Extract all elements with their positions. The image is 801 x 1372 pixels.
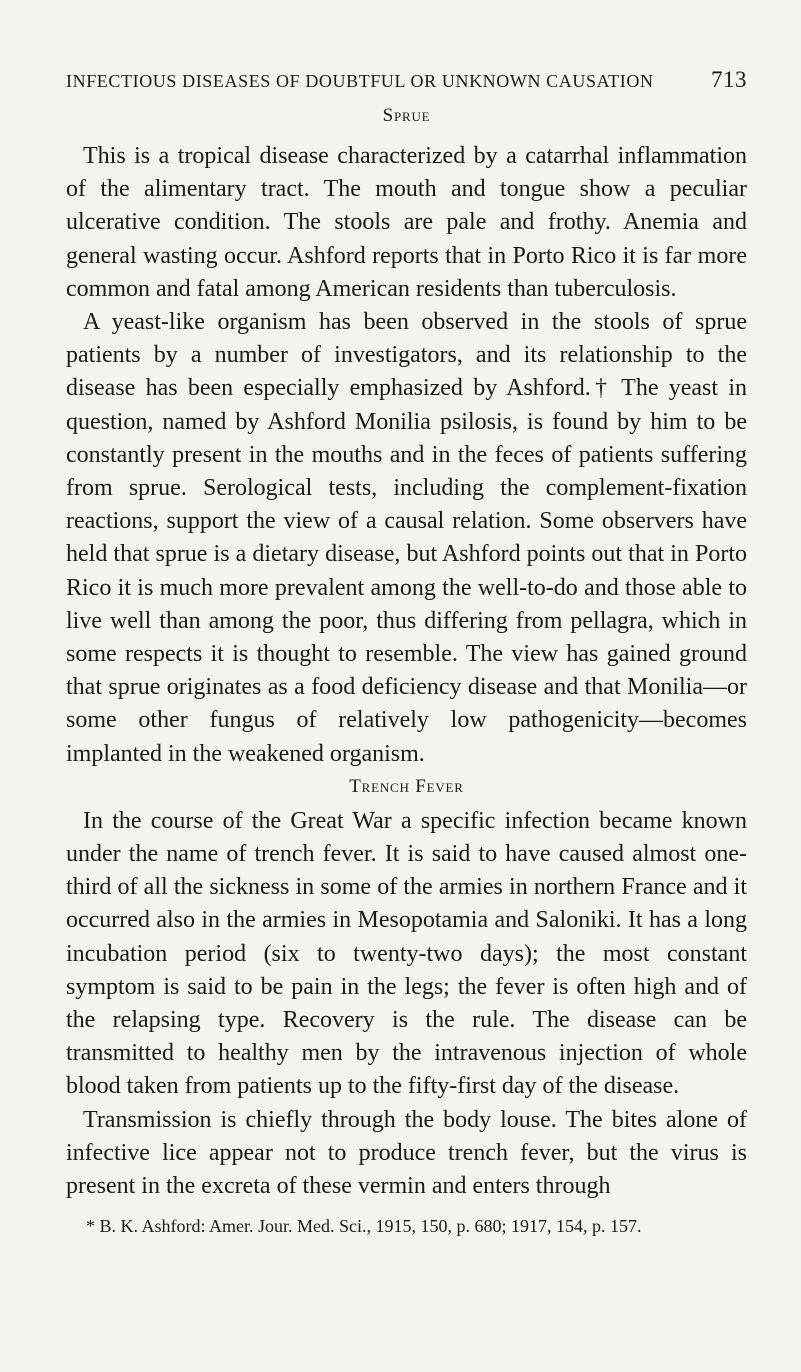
section-heading: Sprue [382, 105, 431, 126]
running-header [66, 68, 747, 98]
section-trench-fever [66, 775, 747, 1203]
paragraph: A yeast-like organism has been observed in the stools of sprue patients by a number of investigators, and its relationship to the disease has been especially emphasized by Ashford.† The yeast in question, named by Ashford Monilia psilosis, is found by him to be constantly present in the mouths and in the feces of patients suffering from sprue. Serological tests, including the complement-fixation reactions, support the view of a causal relation. Some observers have held that sprue is a dietary disease, but Ashford points out that in Porto Rico it is much more prevalent among the well-to-do and those able to live well than among the poor, thus differing from pellagra, which in some respects it is thought to resemble. The view has gained ground that sprue originates as a food deficiency disease and that Monilia—or some other fungus of relatively low pathogenicity—becomes implanted in the weakened organism. [66, 309, 747, 767]
paragraph: Transmission is chiefly through the body louse. The bites alone of infective lice appear not to produce trench fever, but the virus is present in the excreta of these vermin and enters through [66, 1106, 747, 1200]
paragraph: This is a tropical disease characterized by a catarrhal inflammation of the alimentary tract. The mouth and tongue show a peculiar ulcerative condition. The stools are pale and frothy. Anemia and general wasting occur. Ashford reports that in Porto Rico it is far more common and fatal among American residents than tuberculosis. [66, 143, 747, 302]
footnote: * B. K. Ashford: Amer. Jour. Med. Sci., 1915, 150, p. 680; 1917, 154, p. 157. [86, 1216, 642, 1237]
section-sprue [66, 104, 747, 771]
paragraph: In the course of the Great War a specific infection became known under the name of trench fever. It is said to have caused almost one-third of all the sickness in some of the armies in northern France and it occurred also in the armies in Mesopotamia and Saloniki. It has a long incubation period (six to twenty-two days); the most constant symptom is said to be pain in the legs; the fever is often high and of the relapsing type. Recovery is the rule. The disease can be transmitted to healthy men by the intravenous injection of whole blood taken from patients up to the fifty-first day of the disease. [66, 807, 747, 1100]
page-number: 713 [711, 67, 747, 92]
running-title: INFECTIOUS DISEASES OF DOUBTFUL OR UNKNOWN CAUSATION [66, 71, 654, 91]
section-heading: Trench Fever [349, 775, 464, 797]
